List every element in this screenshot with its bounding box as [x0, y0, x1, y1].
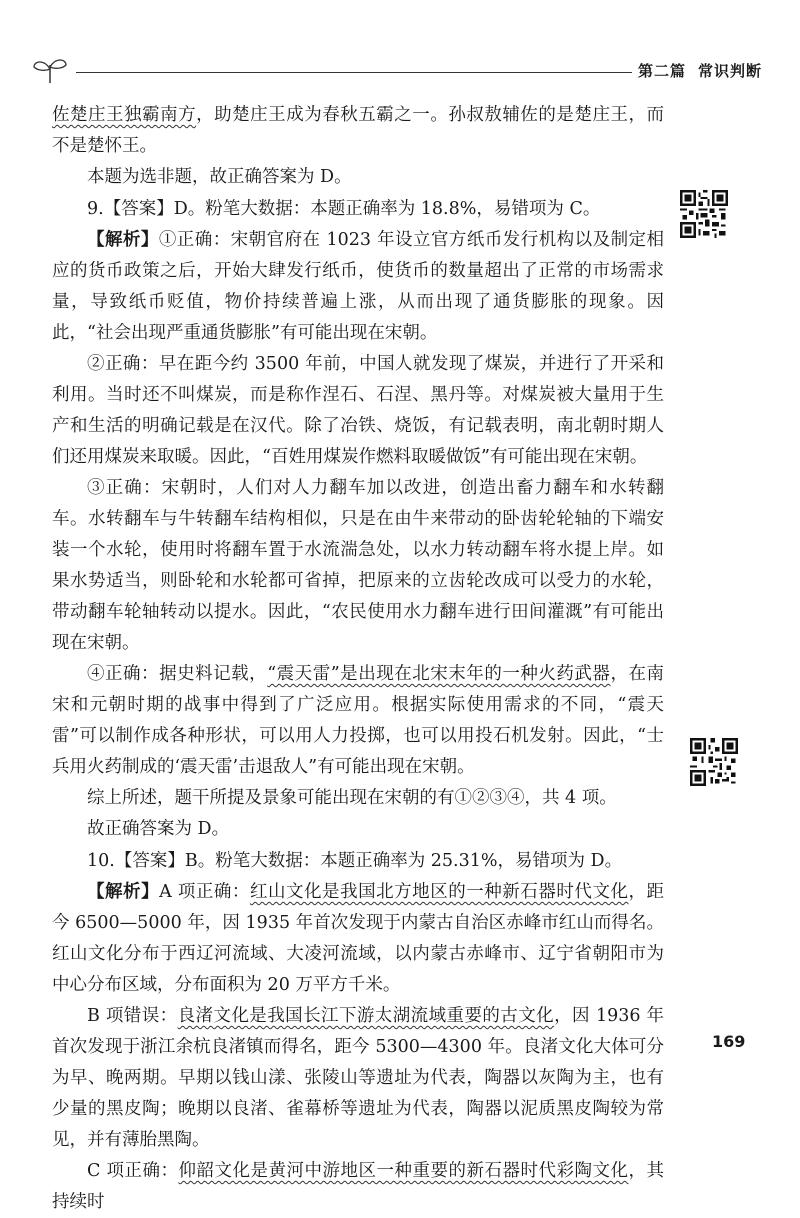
answer-q9: 9.【答案】D。粉笔大数据：本题正确率为 18.8%，易错项为 C。: [87, 199, 601, 219]
answer-q10: 10.【答案】B。粉笔大数据：本题正确率为 25.31%，易错项为 D。: [87, 851, 623, 871]
text: ，在南宋和元朝时期的战事中得到了广泛应用。根据实际使用需求的不同，“震天雷”可以制作成各种形状，可以用人力投掷，也可以用投石机发射。因此，“士兵用火药制成的‘震天雷’击退敌人”有可能出现在宋朝。: [52, 664, 664, 777]
paragraph: [52, 100, 664, 162]
paragraph: ②正确：早在距今约 3500 年前，中国人就发现了煤炭，并进行了开采和利用。当时还不叫煤炭，而是称作涅石、石涅、黑丹等。对煤炭被大量用于生产和生活的明确记载是在汉代。除了冶铁、烧饭，有记载表明，南北朝时期人们还用煤炭来取暖。因此，“百姓用煤炭作燃料取暖做饭”有可能出现在宋朝。: [52, 354, 664, 467]
text: A 项正确：: [159, 882, 250, 902]
header-section: 常识判断: [698, 62, 763, 80]
text: ，助楚庄王成为春秋五霸之一。孙叔敖辅佐的是楚庄王，而不是楚怀王。: [52, 105, 665, 156]
paragraph: [52, 877, 664, 1001]
text: B 项错误：: [87, 1006, 178, 1026]
paragraph: [52, 1001, 664, 1156]
page-header: [30, 55, 780, 85]
page-number: 169: [712, 1032, 746, 1051]
analysis-label: 【解析】: [87, 882, 160, 902]
header-part: 第二篇: [638, 62, 687, 80]
underlined-text: 仰韶文化是黄河中游地区一种重要的新石器时代彩陶文化: [178, 1161, 629, 1181]
header-title: [638, 60, 762, 81]
analysis-label: 【解析】: [87, 230, 159, 250]
paragraph: [52, 225, 664, 349]
underlined-text: “震天雷”是出现在北宋末年的一种火药武器: [267, 664, 611, 684]
sprout-leaf-icon: [30, 55, 70, 85]
qr-code-icon[interactable]: [690, 738, 738, 786]
page-body: [52, 100, 664, 1218]
paragraph: ③正确：宋朝时，人们对人力翻车加以改进，创造出畜力翻车和水转翻车。水转翻车与牛转翻车结构相似，只是在由牛来带动的卧齿轮轮轴的下端安装一个水轮，使用时将翻车置于水流湍急处，以水力转动翻车将水提上岸。如果水势适当，则卧轮和水轮都可省掉，把原来的立齿轮改成可以受力的水轮，带动翻车轮轴转动以提水。因此，“农民使用水力翻车进行田间灌溉”有可能出现在宋朝。: [52, 478, 664, 653]
paragraph: [52, 1156, 664, 1218]
paragraph: 综上所述，题干所提及景象可能出现在宋朝的有①②③④，共 4 项。: [87, 788, 617, 808]
text: ④正确：据史料记载，: [87, 664, 268, 684]
paragraph: [52, 659, 664, 783]
paragraph: 本题为选非题，故正确答案为 D。: [87, 167, 352, 187]
underlined-text: 良渚文化是我国长江下游太湖流域重要的古文化: [177, 1006, 555, 1026]
qr-code-icon[interactable]: [680, 190, 728, 238]
text: ，距今 6500—5000 年，因 1935 年首次发现于内蒙古自治区赤峰市红山而得名。红山文化分布于西辽河流域、大凌河流域，以内蒙古赤峰市、辽宁省朝阳市为中心分布区域，分布面积为 20 万平方千米。: [52, 882, 665, 995]
underlined-text: 佐楚庄王独霸南方: [52, 105, 197, 125]
header-rule: [76, 72, 632, 73]
underlined-text: 红山文化是我国北方地区的一种新石器时代文化: [249, 882, 629, 902]
text: ，因 1936 年首次发现于浙江余杭良渚镇而得名，距今 5300—4300 年。良渚文化大体可分为早、晚两期。早期以钱山漾、张陵山等遗址为代表，陶器以灰陶为主，也有少量的黑皮陶；晚期以良渚、雀幕桥等遗址为代表，陶器以泥质黑皮陶较为常见，并有薄胎黑陶。: [52, 1006, 664, 1150]
text: ，其持续时: [52, 1161, 665, 1212]
text: ①正确：宋朝官府在 1023 年设立官方纸币发行机构以及制定相应的货币政策之后，开始大肆发行纸币，使货币的数量超出了正常的市场需求量，导致纸币贬值，物价持续普遍上涨，从而出现了通货膨胀的现象。因此，“社会出现严重通货膨胀”有可能出现在宋朝。: [52, 230, 664, 343]
paragraph: 故正确答案为 D。: [87, 819, 230, 839]
text: C 项正确：: [87, 1161, 179, 1181]
